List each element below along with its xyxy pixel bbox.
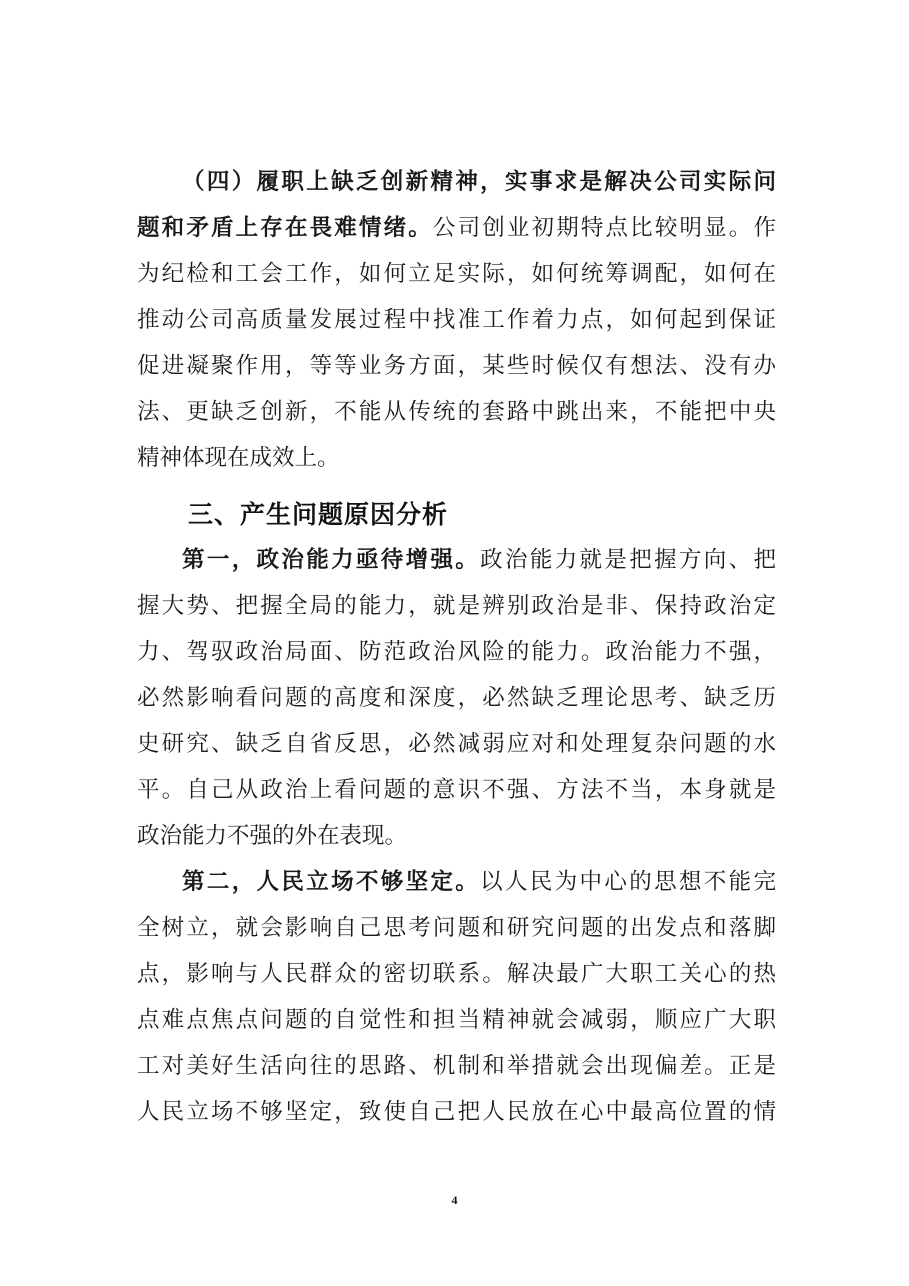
section-heading: 三、产生问题原因分析 bbox=[188, 500, 449, 529]
para-four-line-3: 为纪检和工会工作，如何立足实际，如何统筹调配，如何在 bbox=[137, 261, 776, 287]
para-four-line-2 bbox=[137, 208, 776, 248]
para-second-line-5: 工对美好生活向往的思路、机制和举措就会出现偏差。正是 bbox=[137, 1053, 776, 1079]
para-first-bold-lead: 第一，政治能力亟待增强。 bbox=[182, 547, 481, 573]
para-first-text: 政治能力就是把握方向、把 bbox=[480, 547, 776, 573]
para-second-line-3: 点，影响与人民群众的密切联系。解决最广大职工关心的热 bbox=[137, 961, 776, 987]
para-second-line-6: 人民立场不够坚定，致使自己把人民放在心中最高位置的情 bbox=[137, 1099, 776, 1125]
para-four-line-5: 促进凝聚作用，等等业务方面，某些时候仅有想法、没有办 bbox=[137, 353, 776, 379]
para-four-text: 公司创业初期特点比较明显。作 bbox=[432, 215, 776, 241]
para-four-line-1 bbox=[182, 162, 776, 202]
para-second-line-1 bbox=[182, 862, 776, 902]
para-four-line-7: 精神体现在成效上。 bbox=[137, 445, 340, 471]
para-first-line-5: 史研究、缺乏自省反思，必然减弱应对和处理复杂问题的水 bbox=[137, 731, 776, 757]
para-four-bold-heading: （四）履职上缺乏创新精神，实事求是解决公司实际问 bbox=[182, 169, 776, 195]
para-four-line-6: 法、更缺乏创新，不能从传统的套路中跳出来，不能把中央 bbox=[137, 399, 776, 425]
para-four-line-4: 推动公司高质量发展过程中找准工作着力点，如何起到保证 bbox=[137, 307, 776, 333]
para-first-line-7: 政治能力不强的外在表现。 bbox=[137, 823, 408, 849]
para-four-bold-heading-cont: 题和矛盾上存在畏难情绪。 bbox=[137, 215, 433, 241]
para-first-line-1 bbox=[182, 540, 776, 580]
para-second-text: 以人民为中心的思想不能完 bbox=[480, 869, 776, 895]
para-first-line-2: 握大势、把握全局的能力，就是辨别政治是非、保持政治定 bbox=[137, 593, 776, 619]
para-first-line-3: 力、驾驭政治局面、防范政治风险的能力。政治能力不强， bbox=[137, 639, 776, 665]
para-second-bold-lead: 第二，人民立场不够坚定。 bbox=[182, 869, 481, 895]
para-first-line-6: 平。自己从政治上看问题的意识不强、方法不当，本身就是 bbox=[137, 777, 776, 803]
page-number: 4 bbox=[451, 1193, 458, 1207]
para-first-line-4: 必然影响看问题的高度和深度，必然缺乏理论思考、缺乏历 bbox=[137, 685, 776, 711]
para-second-line-4: 点难点焦点问题的自觉性和担当精神就会减弱，顺应广大职 bbox=[137, 1007, 776, 1033]
para-second-line-2: 全树立，就会影响自己思考问题和研究问题的出发点和落脚 bbox=[137, 915, 776, 941]
